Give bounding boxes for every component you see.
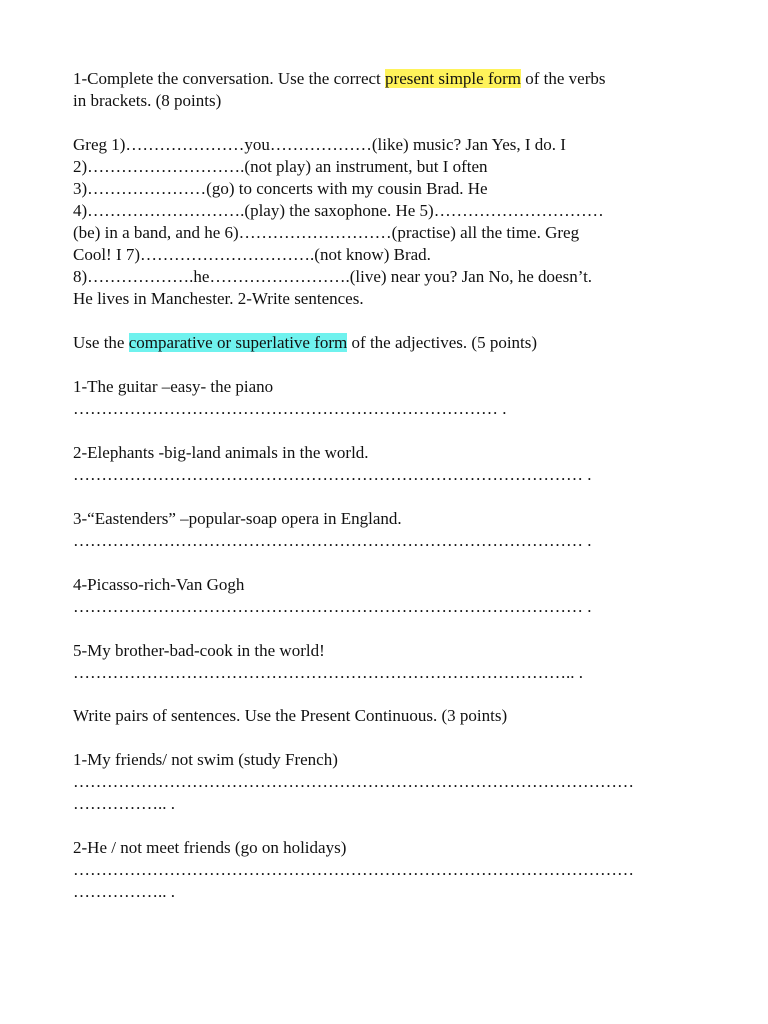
answer-line[interactable]: ……………………………………………………………………………………… <box>73 772 634 791</box>
exercise-prompt: 5-My brother-bad-cook in the world! <box>73 641 325 660</box>
exercise-prompt: 1-The guitar –easy- the piano <box>73 377 274 396</box>
instruction-text: of the verbs <box>521 69 606 88</box>
exercise-item <box>73 837 703 903</box>
instruction-text: 1-Complete the conversation. Use the correct <box>73 69 386 88</box>
conversation-line: 8)……………….he…………………….(live) near you? Jan No, he doesn’t. <box>73 267 593 286</box>
section-2-instruction <box>73 332 703 354</box>
instruction-text: of the adjectives. (5 points) <box>347 333 538 352</box>
highlighted-instruction: comparative or superlative form <box>128 333 348 352</box>
conversation-line: 2)……………………….(not play) an instrument, but I often <box>73 157 488 176</box>
answer-line[interactable]: …………………………………………………………………………….. . <box>73 663 583 682</box>
conversation-line: 3)…………………(go) to concerts with my cousin Brad. He <box>73 179 488 198</box>
exercise-prompt: 1-My friends/ not swim (study French) <box>73 750 338 769</box>
section-3-instruction: Write pairs of sentences. Use the Present Continuous. (3 points) <box>73 706 508 725</box>
worksheet-page <box>73 68 703 903</box>
exercise-item <box>73 574 703 618</box>
conversation-line: He lives in Manchester. 2-Write sentences. <box>73 289 364 308</box>
answer-line-continuation[interactable]: …………….. . <box>73 882 175 901</box>
answer-line[interactable]: ………………………………………………………………… . <box>73 399 507 418</box>
answer-line[interactable]: ……………………………………………………………………………………… <box>73 860 634 879</box>
answer-line-continuation[interactable]: …………….. . <box>73 794 175 813</box>
highlighted-instruction: present simple form <box>385 69 521 88</box>
exercise-prompt: 4-Picasso-rich-Van Gogh <box>73 575 245 594</box>
conversation-line: Cool! I 7)………………………….(not know) Brad. <box>73 245 431 264</box>
conversation-block <box>73 134 703 310</box>
exercise-item <box>73 508 703 552</box>
section-1 <box>73 68 703 310</box>
answer-line[interactable]: ……………………………………………………………………………… . <box>73 531 592 550</box>
section-2 <box>73 332 703 684</box>
section-1-instruction <box>73 68 703 90</box>
exercise-item <box>73 376 703 420</box>
section-1-instruction-line-2: in brackets. (8 points) <box>73 91 222 110</box>
instruction-text: Use the <box>73 333 129 352</box>
exercise-prompt: 2-He / not meet friends (go on holidays) <box>73 838 347 857</box>
answer-line[interactable]: ……………………………………………………………………………… . <box>73 465 592 484</box>
answer-line[interactable]: ……………………………………………………………………………… . <box>73 597 592 616</box>
exercise-prompt: 3-“Eastenders” –popular-soap opera in England. <box>73 509 402 528</box>
conversation-line: (be) in a band, and he 6)………………………(practise) all the time. Greg <box>73 223 580 242</box>
exercise-prompt: 2-Elephants -big-land animals in the world. <box>73 443 369 462</box>
exercise-item <box>73 442 703 486</box>
exercise-item <box>73 749 703 815</box>
section-3 <box>73 705 703 903</box>
exercise-item <box>73 640 703 684</box>
conversation-line: 4)……………………….(play) the saxophone. He 5)………………………… <box>73 201 604 220</box>
conversation-line: Greg 1)…………………you………………(like) music? Jan Yes, I do. I <box>73 135 566 154</box>
